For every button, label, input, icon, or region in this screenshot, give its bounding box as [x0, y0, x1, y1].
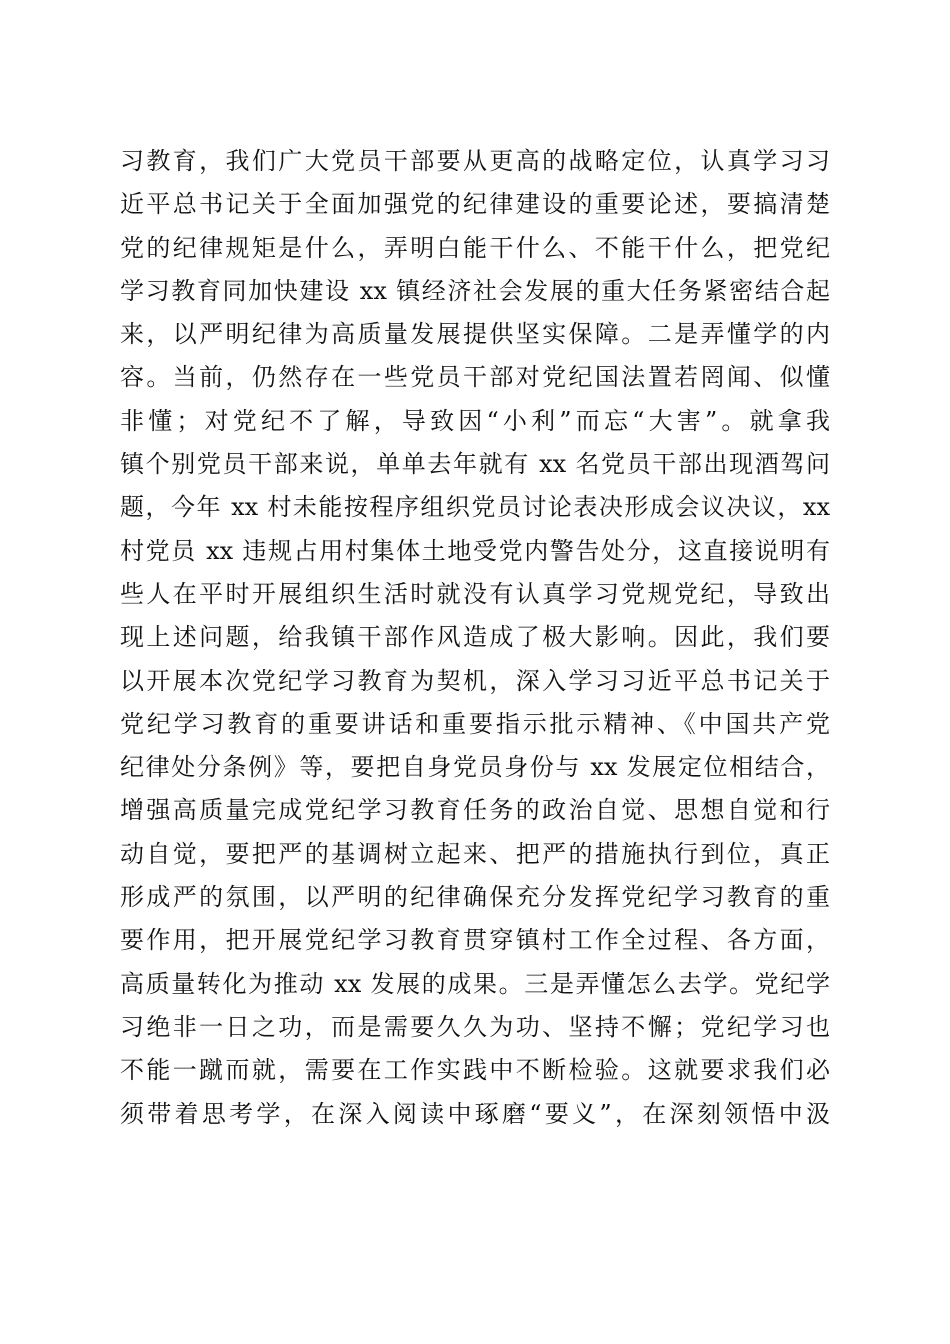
text-line: 形成严的氛围，以严明的纪律确保充分发挥党纪学习教育的重 — [120, 883, 830, 912]
text-line: 以开展本次党纪学习教育为契机，深入学习习近平总书记关于 — [120, 666, 830, 695]
text-line: 动自觉，要把严的基调树立起来、把严的措施执行到位，真正 — [120, 839, 830, 868]
text-line: 党的纪律规矩是什么，弄明白能干什么、不能干什么，把党纪 — [120, 233, 830, 262]
text-line: 题，今年 xx 村未能按程序组织党员讨论表决形成会议决议，xx — [120, 493, 830, 522]
text-line: 习教育，我们广大党员干部要从更高的战略定位，认真学习习 — [120, 147, 830, 175]
text-line: 容。当前，仍然存在一些党员干部对党纪国法置若罔闻、似懂 — [120, 363, 830, 392]
text-line: 习绝非一日之功，而是需要久久为功、坚持不懈；党纪学习也 — [120, 1012, 830, 1041]
text-line: 现上述问题，给我镇干部作风造成了极大影响。因此，我们要 — [120, 623, 830, 652]
body-text — [120, 140, 830, 1136]
text-line: 非懂；对党纪不了解，导致因“小利”而忘“大害”。就拿我 — [120, 406, 830, 435]
text-line: 近平总书记关于全面加强党的纪律建设的重要论述，要搞清楚 — [120, 190, 830, 219]
text-line: 增强高质量完成党纪学习教育任务的政治自觉、思想自觉和行 — [120, 796, 830, 825]
text-line: 来，以严明纪律为高质量发展提供坚实保障。二是弄懂学的内 — [120, 320, 830, 349]
text-line: 不能一蹴而就，需要在工作实践中不断检验。这就要求我们必 — [120, 1056, 830, 1085]
text-line: 镇个别党员干部来说，单单去年就有 xx 名党员干部出现酒驾问 — [120, 450, 830, 479]
text-line: 些人在平时开展组织生活时就没有认真学习党规党纪，导致出 — [120, 579, 830, 608]
text-line: 须带着思考学，在深入阅读中琢磨“要义”，在深刻领悟中汲 — [120, 1099, 830, 1128]
text-line: 党纪学习教育的重要讲话和重要指示批示精神、《中国共产党 — [120, 709, 830, 738]
text-line: 高质量转化为推动 xx 发展的成果。三是弄懂怎么去学。党纪学 — [120, 969, 830, 998]
text-line: 纪律处分条例》等，要把自身党员身份与 xx 发展定位相结合， — [120, 753, 830, 782]
text-line: 学习教育同加快建设 xx 镇经济社会发展的重大任务紧密结合起 — [120, 276, 830, 305]
text-line: 村党员 xx 违规占用村集体土地受党内警告处分，这直接说明有 — [120, 536, 830, 565]
text-line: 要作用，把开展党纪学习教育贯穿镇村工作全过程、各方面， — [120, 926, 830, 955]
